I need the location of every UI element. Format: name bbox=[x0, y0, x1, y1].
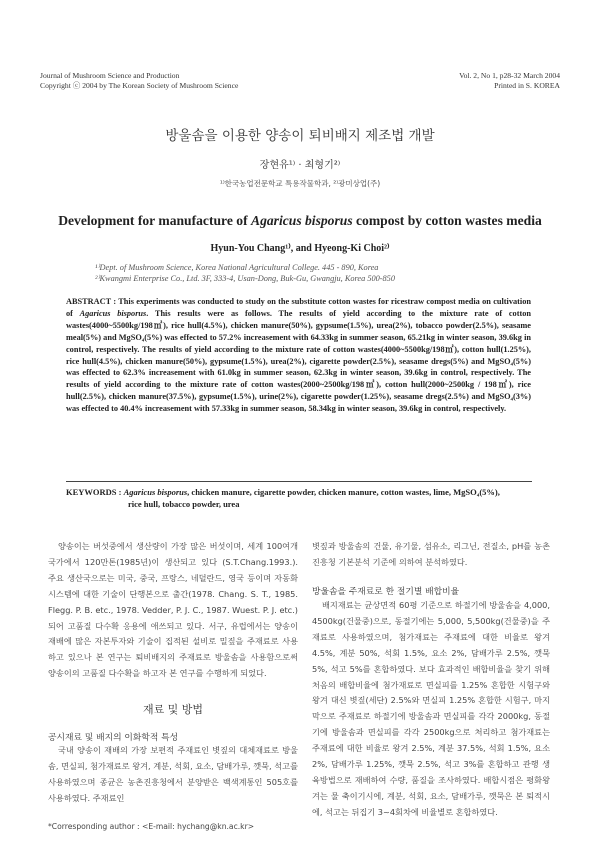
copyright-line: Copyright ⓒ 2004 by The Korean Society of Mushroom Science bbox=[40, 81, 239, 90]
title-part: compost by cotton wastes media bbox=[352, 213, 542, 228]
title-species: Agaricus bisporus bbox=[251, 213, 353, 228]
subsection-heading-mixing: 방울솜을 주재료로 한 절기별 배합비율 bbox=[312, 587, 460, 597]
abstract-text: . This results were as follows. The results of yield according to the mixture rate of cotton wastes(4000~5500kg/198㎡), rice hull(4.5%), chicken manure(50%), gypsume(1.5%), urea(2%), tobacco powder(2.5%), seasame meal(5%) and MgSO₄(5%) was effected to 57.2% increasement with 64.33kg in summer season, 65.21kg in winter season, 39.6kg in control, respectively. The results of yield according to the mixture rate of cotton wastes(4000~5500kg/198㎡), cotton hull(1.25%), rice hull(4.5%), chicken manure(50%), gypsume(1.5%), urea(2%), cigarette powder(2.5%), seasame dregs(5%) and MgSO₄(5%) was effected to 62.3% increasement with 61.0kg in summer season, 62.3kg in winter season, 39.6kg in control, respectively. The results of yield according to the mixture rate of cotton wastes(2000~2500kg/198㎡), cotton hull(2000~2500kg / 198㎡), rice hull(2.5%), chicken manure(37.5%), gypsume(1.5%), urine(2%), cigarette powder(1.25%), seasame dregs(2.5%) and MgSO₄(3%) was effected to 40.4% increasement with 57.33kg in summer season, 58.34kg in winter season, 39.6kg in control, respectively. bbox=[66, 308, 531, 414]
right-column-body bbox=[312, 598, 550, 821]
affiliation-2: ²⁾Kwangmi Enterprise Co., Ltd. 3F, 333-4, Usan-Dong, Buk-Gu, Gwangju, Korea 500-850 bbox=[95, 274, 395, 283]
materials-column bbox=[48, 743, 298, 807]
english-authors: Hyun-You Chang¹⁾, and Hyeong-Ki Choi²⁾ bbox=[210, 243, 390, 254]
journal-name: Journal of Mushroom Science and Production bbox=[40, 71, 180, 80]
korean-title: 방울솜을 이용한 양송이 퇴비배지 제조법 개발 bbox=[165, 128, 435, 144]
materials-paragraph: 국내 양송이 재배의 가장 보편적 주재료인 볏짚의 대체재료로 방울솜, 면실피, 첨가재료로 왕겨, 계분, 석회, 요소, 담배가루, 깻묵, 석고를 사용하였으며 종균은 농촌진흥청에서 분양받은 백색계통인 505호를 사용하였다. 주재료인 bbox=[48, 745, 298, 803]
volume-info: Vol. 2, No 1, p28-32 March 2004 bbox=[459, 71, 560, 80]
right-column-top bbox=[312, 539, 550, 571]
abstract-species: Agaricus bisporus bbox=[79, 308, 147, 318]
analysis-paragraph: 볏짚과 방울솜의 건물, 유기물, 섬유소, 리그닌, 전질소, pH를 농촌진흥청 기본분석 기준에 의하여 분석하였다. bbox=[312, 541, 550, 567]
intro-paragraph: 양송이는 버섯중에서 생산량이 가장 많은 버섯이며, 세계 100여개 국가에서 120만톤(1985년)이 생산되고 있다 (S.T.Chang.1993.). 주요 생산국으로는 미국, 중국, 프랑스, 네덜란드, 영국 등이며 자동화 시스템에 대한 기술이 단행본으로 출간(1978. Chang. S. T., 1985. Flegg. P. B. etc., 1978. Vedder, P. J. C., 1987. Wuest. P. J. etc.)되어 고품질 다수확 응용에 애쓰되고 있다. 서구, 유럽에서는 양송이 재배에 많은 자본투자와 기술이 집적된 설비로 밀짚을 주재료로 사용하고 있으나 본 연구는 퇴비배지의 주재료로 방울솜을 사용함으로써 양송이의 고품질 다수확을 하고자 본 연구를 수행하게 되었다. bbox=[48, 541, 298, 679]
running-header-right bbox=[459, 71, 560, 91]
footnote: *Corresponding author : <E-mail: hychang@kn.ac.kr> bbox=[48, 822, 255, 831]
affiliation-1: ¹⁾Dept. of Mushroom Science, Korea National Agricultural College. 445 - 890, Korea bbox=[95, 263, 379, 272]
running-header-left bbox=[40, 71, 238, 91]
korean-authors: 장현유¹⁾ · 최형기²⁾ bbox=[259, 160, 341, 171]
abstract-label: ABSTRACT : bbox=[66, 297, 119, 306]
section-heading-materials: 재료 및 방법 bbox=[142, 703, 204, 716]
abstract-divider bbox=[66, 481, 532, 482]
english-affiliations bbox=[95, 262, 535, 284]
keywords-line: , chicken manure, cigarette powder, chicken manure, cotton wastes, lime, MgSO₄(5%), bbox=[187, 487, 500, 497]
keywords-species: Agaricus bisporus bbox=[123, 487, 188, 497]
title-part: Development for manufacture of bbox=[58, 213, 251, 228]
printed-location: Printed in S. KOREA bbox=[494, 81, 560, 90]
english-title bbox=[0, 213, 600, 229]
left-column bbox=[48, 539, 298, 682]
mixing-paragraph: 배지재료는 균상면적 60평 기준으로 하절기에 방울솜을 4,000, 4500kg(건물중)으로, 동절기에는 5,000, 5,500kg(건물중)을 주재료로 사용하였으며, 첨가재료는 주재료에 대한 비율로 왕겨 4.5%, 계분 50%, 석회 1.5%, 요소 2%, 담배가루 2.5%, 깻묵 5%, 석고 5%를 혼합하였다. 보다 효과적인 배합비율을 찾기 위해 처음의 배합비율에 첨가재료로 면실피를 1.25% 혼합한 시험구와 왕겨 대신 볏짚(세단) 2.5%와 면실피 1.25% 혼합한 시험구, 마지막으로 주재료로 하절기에 방울솜과 면실피를 각각 2000kg, 동절기에 방울솜과 면실피를 각각 2500kg으로 처리하고 첨가재료는 주재료에 대한 비율로 왕겨 2.5%, 계분 37.5%, 석회 1.5%, 요소 2%, 담배가루 1.25%, 깻묵 2.5%, 석고 3%를 혼합하고 관행 생육방법으로 재배하여 수량, 품질을 조사하였다. 배합시점은 평화왕겨는 물 축이기시에, 계분, 석회, 요소, 담배가루, 깻묵은 본 퇴적시에, 석고는 뒤집기 3~4회차에 비율별로 혼합하였다. bbox=[312, 600, 550, 817]
keywords-label: KEYWORDS : bbox=[66, 487, 124, 497]
subsection-heading-materials: 공시재료 및 배지의 이화학적 특성 bbox=[48, 733, 179, 743]
abstract-text: This experiments was conducted to study on the substitute cotton wastes for ricestraw compost media on cultivation of bbox=[66, 297, 531, 318]
keywords-line: rice hull, tobacco powder, urea bbox=[128, 499, 240, 509]
keywords bbox=[66, 486, 536, 510]
korean-affiliations: ¹⁾한국농업전문학교 특용작물학과, ²⁾광미상업(주) bbox=[219, 179, 381, 188]
abstract bbox=[66, 296, 531, 415]
